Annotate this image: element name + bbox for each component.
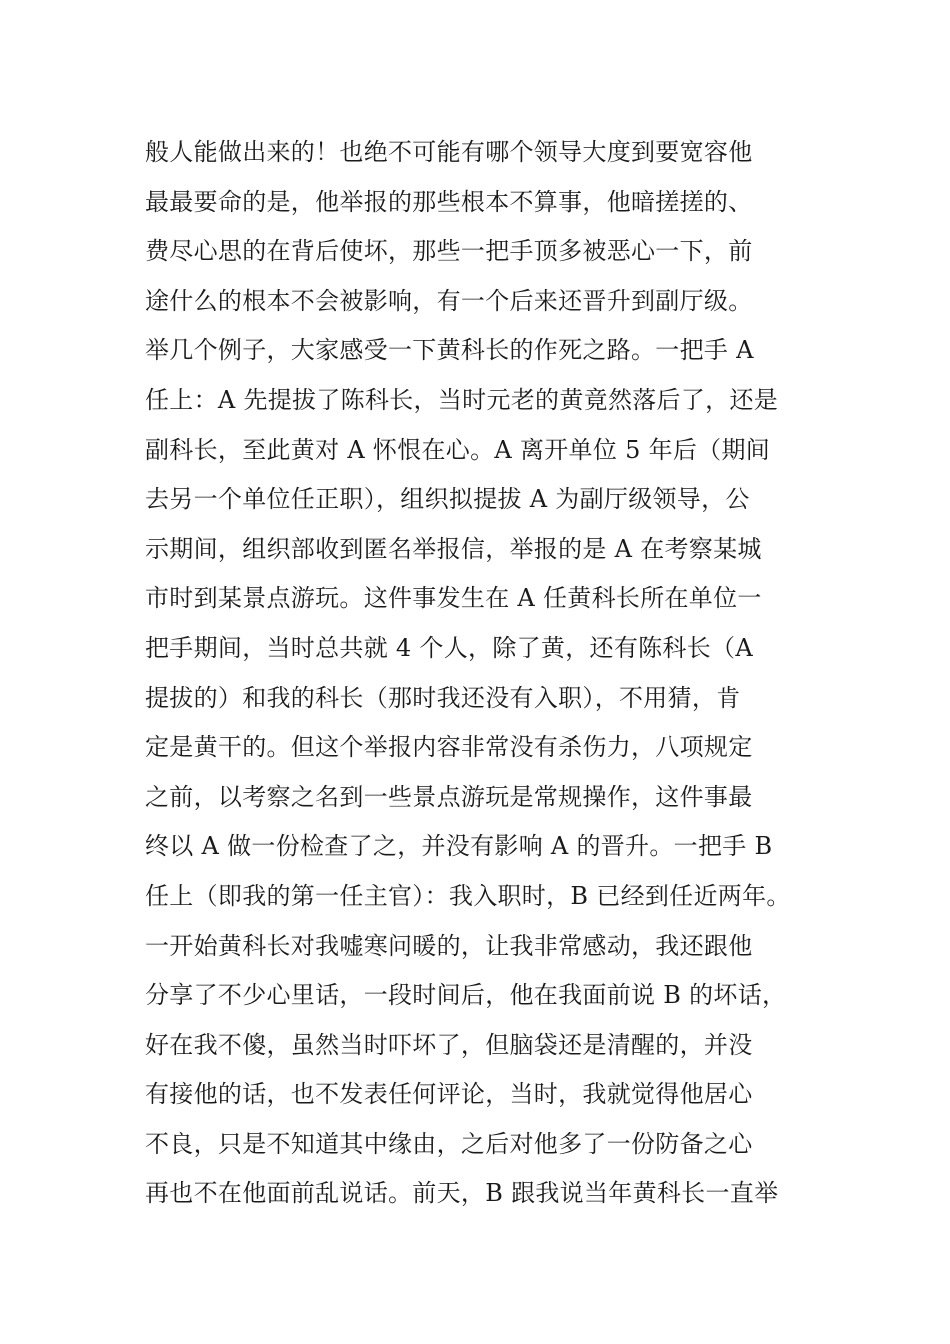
text-line: 费尽心思的在背后使坏，那些一把手顶多被恶心一下，前 (145, 237, 753, 266)
text-line: 提拔的）和我的科长（那时我还没有入职），不用猜，肯 (145, 683, 741, 712)
text-line: 示期间，组织部收到匿名举报信，举报的是 A 在考察某城 (145, 534, 762, 563)
text-line: 不良，只是不知道其中缘由，之后对他多了一份防备之心 (145, 1129, 753, 1158)
text-line: 最最要命的是，他举报的那些根本不算事，他暗搓搓的、 (145, 187, 753, 216)
text-line: 般人能做出来的！也绝不可能有哪个领导大度到要宽容他 (145, 138, 753, 166)
text-line: 途什么的根本不会被影响，有一个后来还晋升到副厅级。 (145, 286, 753, 315)
text-line: 有接他的话，也不发表任何评论，当时，我就觉得他居心 (145, 1080, 753, 1109)
text-line: 再也不在他面前乱说话。前天，B 跟我说当年黄科长一直举 (145, 1179, 779, 1208)
text-line: 终以 A 做一份检查了之，并没有影响 A 的晋升。一把手 B (145, 832, 773, 861)
text-line: 一开始黄科长对我嘘寒问暖的，让我非常感动，我还跟他 (145, 931, 753, 960)
text-line: 市时到某景点游玩。这件事发生在 A 任黄科长所在单位一 (145, 584, 762, 613)
text-line: 去另一个单位任正职），组织拟提拔 A 为副厅级领导，公 (145, 485, 750, 514)
text-line: 任上：A 先提拔了陈科长，当时元老的黄竟然落后了，还是 (145, 385, 779, 414)
text-line: 举几个例子，大家感受一下黄科长的作死之路。一把手 A (145, 336, 754, 365)
text-line: 任上（即我的第一任主官）：我入职时，B 已经到任近两年。 (145, 881, 791, 910)
text-line: 把手期间，当时总共就 4 个人，除了黄，还有陈科长（A (145, 633, 753, 662)
text-line: 好在我不傻，虽然当时吓坏了，但脑袋还是清醒的，并没 (145, 1030, 753, 1059)
body-text (145, 128, 835, 1219)
text-line: 定是黄干的。但这个举报内容非常没有杀伤力，八项规定 (145, 733, 753, 762)
text-line: 副科长，至此黄对 A 怀恨在心。A 离开单位 5 年后（期间 (145, 435, 771, 464)
text-line: 分享了不少心里话，一段时间后，他在我面前说 B 的坏话， (145, 981, 787, 1010)
text-line: 之前，以考察之名到一些景点游玩是常规操作，这件事最 (145, 782, 753, 811)
